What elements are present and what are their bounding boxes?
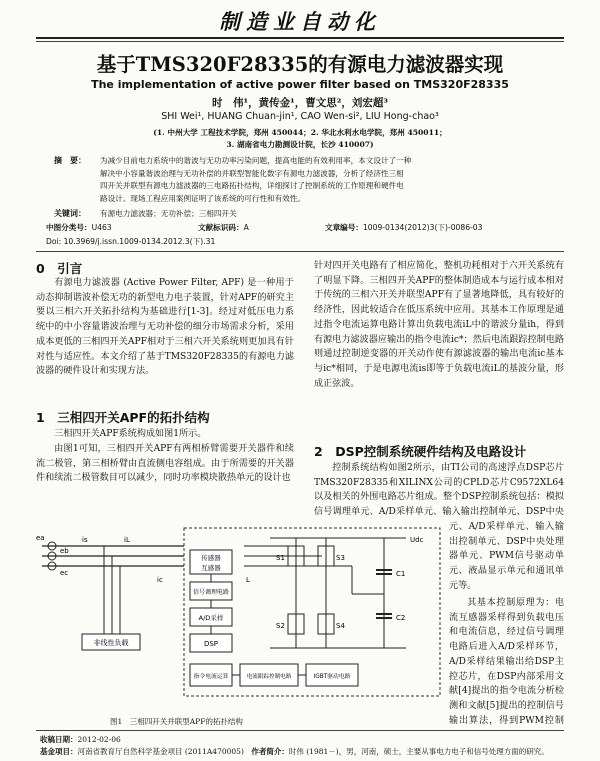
section-1-paragraph-2: 由图1可知，三相四开关APF有两相桥臂需要开关器件和续流二极管，第三相桥臂由直流侧电容组成。由于所需要的开关器件和续流二极管数目可以减少，同时功率模块散热单元的设计也 bbox=[36, 444, 294, 484]
paper-title: 基于TMS320F28335的有源电力滤波器实现 bbox=[96, 53, 504, 76]
received-label: 收稿日期： bbox=[40, 735, 78, 744]
label-c1: C1 bbox=[396, 570, 406, 578]
keywords-label: 关键词： bbox=[54, 208, 86, 218]
abstract-divider bbox=[36, 251, 564, 252]
label-udc: Udc bbox=[410, 536, 424, 544]
figure-1-diagram bbox=[34, 524, 446, 712]
tracking-label: 电流跟踪控制电路 bbox=[246, 674, 292, 680]
label-c2: C2 bbox=[396, 614, 406, 622]
section-2-title: 2 DSP控制系统硬件结构及电路设计 bbox=[314, 444, 527, 459]
sensor-label-2: 互感器 bbox=[201, 564, 221, 572]
label-s2: S2 bbox=[276, 622, 285, 630]
signal-cond-label: 信号调理电路 bbox=[192, 589, 230, 596]
ad-sample-label: A/D采样 bbox=[198, 614, 224, 622]
header-rule bbox=[36, 37, 564, 39]
section-2-paragraph-2: 其基本控制原理为：电流互感器采样得到负载电压和电流信息，经过信号调理电路后进入A/D采样环节，A/D采样结果输出给DSP主控芯片，在DSP内部采用文献[4]提出的指令电流分析检测和文献[5]提出的控制信号输出算法，得到PWM控制 bbox=[449, 598, 564, 726]
footnote-divider bbox=[36, 730, 564, 731]
journal-name: 制造业自动化 bbox=[219, 9, 381, 34]
section-2-paragraph-1: 控制系统结构如图2所示，由TI公司的高速浮点DSP芯片TMS320F28335和XILINX公司的CPLD芯片C9572XL64以及相关的外围电路芯片组成。整个DSP控制系统包括：模拟信号调理单元、A/D采样单元、输入输出控制单元、DSP中央 bbox=[314, 463, 564, 518]
abstract-line: 为减少目前电力系统中的谐波与无功功率污染问题，提高电能的有效利用率，本文设计了一种 bbox=[100, 156, 412, 165]
label-ea: ea bbox=[36, 534, 45, 542]
abstract-line: 解决中小容量谐波治理与无功补偿的并联型智能化数字有源电力滤波器，分析了经济性三相 bbox=[100, 168, 404, 178]
affiliation-line-2: 3. 湖南省电力勘测设计院，长沙 410007) bbox=[226, 140, 374, 149]
paper-title-en: The implementation of active power filter based on TMS320F28335 bbox=[91, 78, 509, 91]
doc-code bbox=[198, 222, 249, 233]
doi: Doi: 10.3969/j.issn.1009-0134.2012.3(下).31 bbox=[46, 237, 216, 246]
clc-value: U463 bbox=[91, 223, 112, 232]
section-1-paragraph-1: 三相四开关APF系统构成如图1所示。 bbox=[54, 429, 207, 439]
keywords-text: 有源电力滤波器；无功补偿；三相四开关 bbox=[100, 209, 237, 218]
authors-zh: 时 伟¹，黄传金¹，曹文思²，刘宏超³ bbox=[212, 97, 388, 109]
figure-1-caption: 图1 三相四开关并联型APF的拓扑结构 bbox=[110, 717, 243, 726]
label-ic: ic bbox=[157, 576, 163, 584]
label-is: is bbox=[82, 536, 88, 544]
doc-value: A bbox=[243, 223, 249, 232]
header-rule-thin bbox=[36, 41, 564, 42]
dsp-label: DSP bbox=[203, 640, 219, 648]
cmd-calc-label: 指令电流运算 bbox=[193, 674, 229, 680]
author-value: 时伟 (1981－)，男，河南，硕士，主要从事电力电子和信号处理方面的研究。 bbox=[288, 747, 549, 756]
doc-label: 文献标识码： bbox=[198, 223, 244, 232]
igbt-label: IGBT驱动电路 bbox=[313, 674, 351, 680]
article-label: 文章编号： bbox=[325, 223, 363, 232]
abstract-line: 路设计。现场工程应用案例证明了该系统的可行性和有效性。 bbox=[100, 193, 306, 203]
affiliation-line-1: (1. 中州大学 工程技术学院，郑州 450044；2. 华北水利水电学院，郑州 450011； bbox=[153, 128, 447, 137]
nonlinear-load-label: 非线性负载 bbox=[93, 639, 129, 647]
right-column-paragraph: 针对四开关电路有了相应简化，整机功耗相对于六开关系统有了明显下降。三相四开关APF的整体制造成本与运行成本相对于传统的三相六开关并联型APF有了显著地降低，具有较好的经济性，因此较适合在低压系统中应用。其基本工作原理是通过指令电流运算电路计算出负载电流iL中的谐波分量ih，得到有源电力滤波器应输出的指令电流ic*；然后电流跟踪控制电路则通过控制逆变器的开关动作使有源滤波器的输出电流ic基本与ic*相同，于是电源电流is即等于负载电流iL的基波分量，形成正弦波。 bbox=[314, 261, 564, 389]
label-eb: eb bbox=[60, 547, 69, 555]
label-s4: S4 bbox=[336, 622, 345, 630]
clc-number bbox=[46, 222, 112, 233]
section-1-title: 1 三相四开关APF的拓扑结构 bbox=[36, 410, 210, 425]
label-s3: S3 bbox=[336, 554, 345, 562]
article-number bbox=[325, 222, 482, 233]
article-value: 1009-0134(2012)3(下)-0086-03 bbox=[362, 223, 483, 232]
clc-label: 中图分类号： bbox=[46, 223, 92, 232]
section-0-paragraph: 有源电力滤波器 (Active Power Filter, APF) 是一种用于动态抑制谐波补偿无功的新型电力电子装置，针对APF的研究主要以三相六开关拓扑结构为基础进行[1-3]。经过对低压电力系统中的中小容量谐波治理与无功补偿的细分市场需求分析，采用成本更低的三相四开关APF相对于三相六开关系统则更加具有针对性与适应性。本文介绍了基于TMS320F28335的有源电力滤波器的硬件设计和实现方法。 bbox=[36, 278, 294, 377]
received-value: 2012-02-06 bbox=[77, 735, 121, 744]
author-label: 作者简介： bbox=[251, 747, 289, 756]
label-ec: ec bbox=[60, 569, 69, 577]
fund-value: 河南省教育厅自然科学基金项目 (2011A470005) bbox=[77, 747, 244, 756]
fund-and-author bbox=[40, 745, 560, 758]
label-s1: S1 bbox=[276, 554, 285, 562]
abstract-label: 摘 要： bbox=[54, 155, 86, 165]
abstract-text bbox=[100, 155, 550, 205]
fund-label: 基金项目： bbox=[40, 747, 78, 756]
label-l: L bbox=[246, 576, 250, 584]
abstract-line: 四开关并联型有源电力滤波器的三电路拓扑结构，详细探讨了控制系统的工作原理和硬件电 bbox=[100, 181, 404, 190]
section-2-paragraph-1-cont: 元、A/D采样单元、输入输出控制单元、DSP中央处理器单元、PWM信号驱动单元、液晶显示单元和通讯单元等。 bbox=[449, 522, 564, 591]
section-0-title: 0 引言 bbox=[36, 261, 83, 276]
authors-en: SHI Wei¹, HUANG Chuan-jin¹, CAO Wen-si², LIU Hong-chao³ bbox=[161, 111, 439, 122]
inductor-lines bbox=[244, 546, 252, 566]
sensor-label: 传感器 bbox=[201, 554, 221, 562]
label-il: iL bbox=[124, 536, 130, 544]
